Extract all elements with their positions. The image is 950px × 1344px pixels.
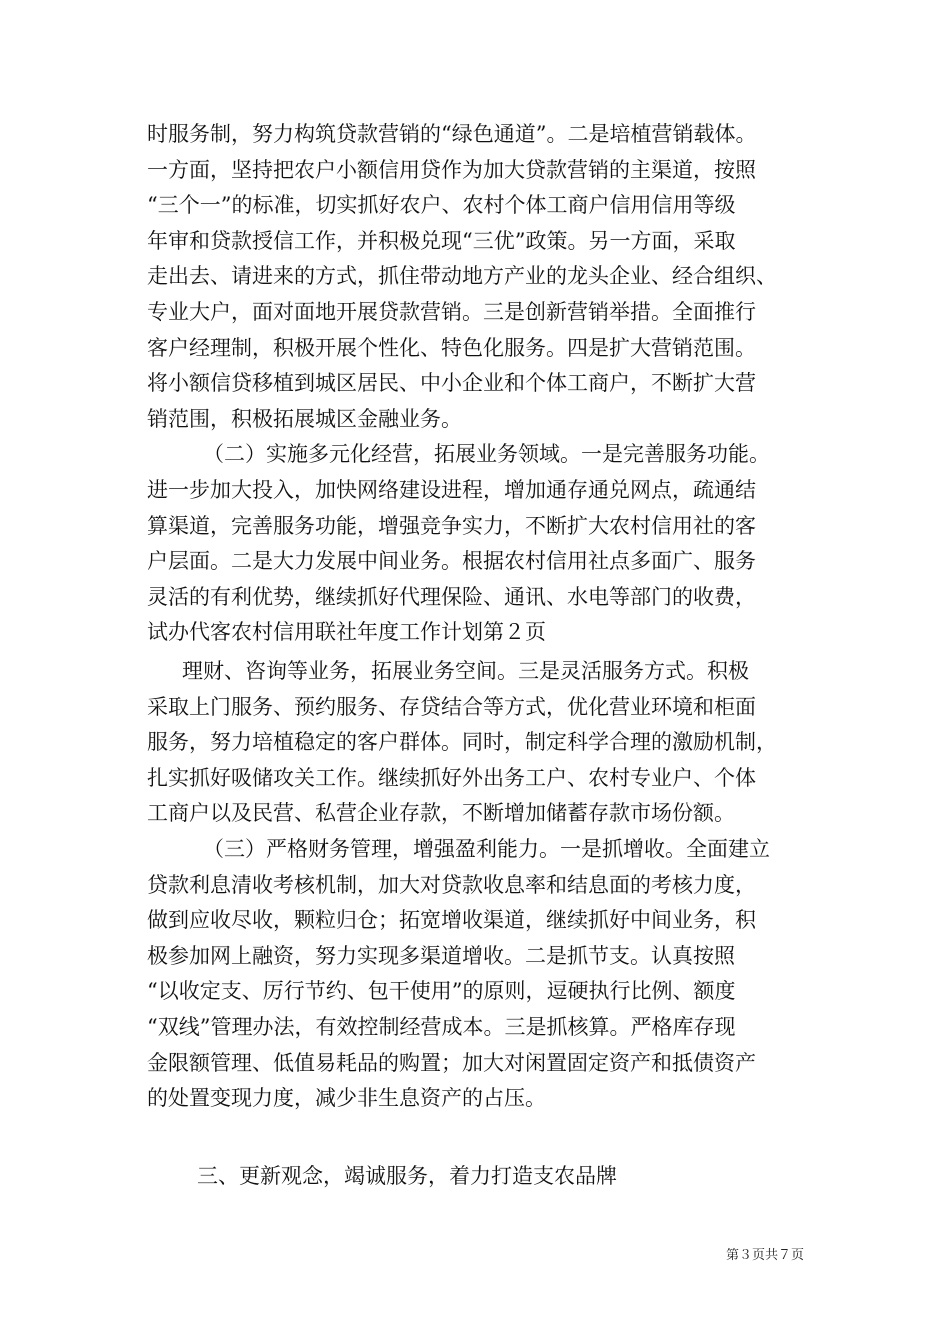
text-line: 的处置变现力度，减少非生息资产的占压。 [147, 1086, 546, 1111]
text-line: 服务，努力培植稳定的客户群体。同时，制定科学合理的激励机制， [147, 730, 777, 755]
page-number-footer: 第３页共７页 [725, 1248, 804, 1263]
text-line: 客户经理制，积极开展个性化、特色化服务。四是扩大营销范围。 [147, 335, 756, 360]
text-line: 专业大户，面对面地开展贷款营销。三是创新营销举措。全面推行 [147, 299, 756, 324]
text-line: “以收定支、厉行节约、包干使用”的原则，逗硬执行比例、额度 [147, 979, 736, 1004]
section-heading-3 [147, 1159, 837, 1195]
text-line: 做到应收尽收，颗粒归仓；拓宽增收渠道，继续抓好中间业务，积 [147, 908, 756, 933]
text-line: 理财、咨询等业务，拓展业务空间。三是灵活服务方式。积极 [182, 659, 749, 683]
text-line: 试办代客农村信用联社年度工作计划第２页 [147, 620, 546, 645]
text-line: 将小额信贷移植到城区居民、中小企业和个体工商户，不断扩大营 [147, 371, 756, 396]
text-line: 时服务制，努力构筑贷款营销的“绿色通道”。二是培植营销载体。 [147, 122, 757, 146]
text-line: 走出去、请进来的方式，抓住带动地方产业的龙头企业、经合组织、 [147, 264, 777, 289]
subsection-heading-2: （二）实施多元化经营，拓展业务领域。一是完善服务功能。 [203, 442, 770, 467]
text-line: 算渠道，完善服务功能，增强竞争实力，不断扩大农村信用社的客 [147, 513, 756, 538]
section-heading-text: 三、更新观念，竭诚服务，着力打造支农品牌 [197, 1164, 617, 1188]
text-line: 工商户以及民营、私营企业存款，不断增加储蓄存款市场份额。 [147, 801, 735, 826]
text-line: “三个一”的标准，切实抓好农户、农村个体工商户信用信用等级 [147, 193, 736, 218]
text-line: “双线”管理办法，有效控制经营成本。三是抓核算。严格库存现 [147, 1014, 736, 1039]
body-text-section-2 [147, 654, 837, 1117]
body-text-section-1 [147, 117, 837, 651]
text-line: 扎实抓好吸储攻关工作。继续抓好外出务工户、农村专业户、个体 [147, 765, 756, 790]
subsection-heading-3: （三）严格财务管理，增强盈利能力。一是抓增收。全面建立 [203, 836, 770, 861]
text-line: 贷款利息清收考核机制，加大对贷款收息率和结息面的考核力度， [147, 872, 756, 897]
text-line: 灵活的有利优势，继续抓好代理保险、通讯、水电等部门的收费， [147, 584, 756, 609]
text-line: 年审和贷款授信工作，并积极兑现“三优”政策。另一方面，采取 [147, 228, 736, 253]
text-line: 采取上门服务、预约服务、存贷结合等方式，优化营业环境和柜面 [147, 694, 756, 719]
text-line: 销范围，积极拓展城区金融业务。 [147, 406, 462, 431]
text-line: 进一步加大投入，加快网络建设进程，增加通存通兑网点，疏通结 [147, 477, 756, 502]
text-line: 一方面，坚持把农户小额信用贷作为加大贷款营销的主渠道，按照 [147, 157, 756, 182]
text-line: 极参加网上融资，努力实现多渠道增收。二是抓节支。认真按照 [147, 943, 735, 968]
text-line: 户层面。二是大力发展中间业务。根据农村信用社点多面广、服务 [147, 549, 756, 574]
text-line: 金限额管理、低值易耗品的购置；加大对闲置固定资产和抵债资产 [147, 1050, 756, 1075]
